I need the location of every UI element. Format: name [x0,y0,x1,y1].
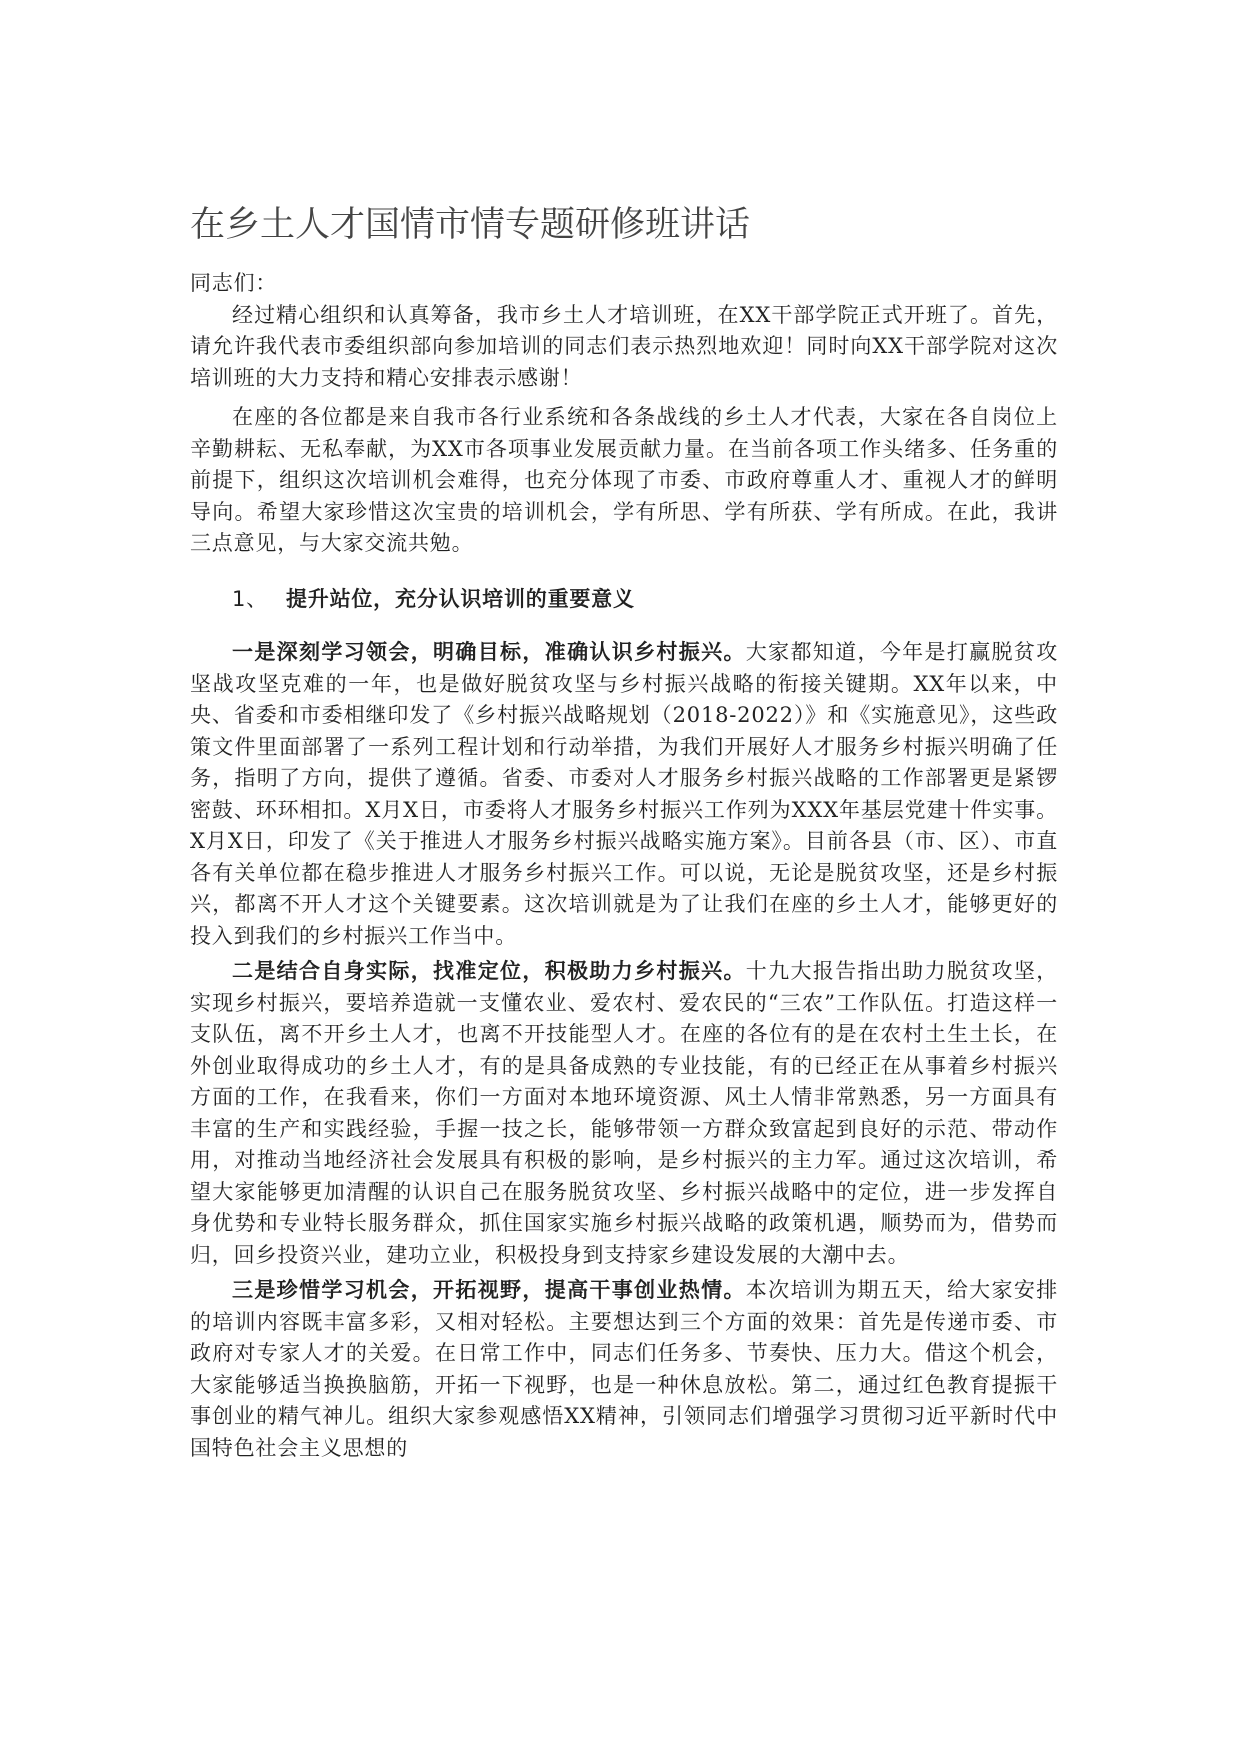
document-body [190,202,1058,1468]
document-title: 在乡土人才国情市情专题研修班讲话 [190,205,751,245]
point-lead-1: 一是深刻学习领会，明确目标，准确认识乡村振兴。 [232,640,746,664]
salutation: 同志们： [190,271,278,295]
point-text-2: 十九大报告指出助力脱贫攻坚，实现乡村振兴，要培养造就一支懂农业、爱农村、爱农民的“三农”工作队伍。打造这样一支队伍，离不开乡土人才，也离不开技能型人才。在座的各位有的是在农村土生土长，在外创业取得成功的乡土人才，有的是具备成熟的专业技能，有的已经正在从事着乡村振兴方面的工作，在我看来，你们一方面对本地环境资源、风土人情非常熟悉，另一方面具有丰富的生产和实践经验，手握一技之长，能够带领一方群众致富起到良好的示范、带动作用，对推动当地经济社会发展具有积极的影响，是乡村振兴的主力军。通过这次培训，希望大家能够更加清醒的认识自己在服务脱贫攻坚、乡村振兴战略中的定位，进一步发挥自身优势和专业特长服务群众，抓住国家实施乡村振兴战略的政策机遇，顺势而为，借势而归，回乡投资兴业，建功立业，积极投身到支持家乡建设发展的大潮中去。 [190,959,1058,1267]
point-paragraph-2 [190,956,1058,1271]
section-heading-text: 提升站位，充分认识培训的重要意义 [285,586,635,611]
section-heading [190,584,1058,616]
point-lead-3: 三是珍惜学习机会，开拓视野，提高干事创业热情。 [232,1278,746,1302]
section-number: 1、 [232,586,268,611]
point-text-3: 本次培训为期五天，给大家安排的培训内容既丰富多彩，又相对轻松。主要想达到三个方面的效果：首先是传递市委、市政府对专家人才的关爱。在日常工作中，同志们任务多、节奏快、压力大。借这个机会，大家能够适当换换脑筋，开拓一下视野，也是一种休息放松。第二，通过红色教育提振干事创业的精气神儿。组织大家参观感悟XX精神，引领同志们增强学习贯彻习近平新时代中国特色社会主义思想的 [190,1278,1058,1460]
intro-paragraph-2: 在座的各位都是来自我市各行业系统和各条战线的乡土人才代表，大家在各自岗位上辛勤耕耘、无私奉献，为XX市各项事业发展贡献力量。在当前各项工作头绪多、任务重的前提下，组织这次培训机会难得，也充分体现了市委、市政府尊重人才、重视人才的鲜明导向。希望大家珍惜这次宝贵的培训机会，学有所思、学有所获、学有所成。在此，我讲三点意见，与大家交流共勉。 [190,405,1058,555]
point-paragraph-3 [190,1275,1058,1464]
intro-paragraph-1: 经过精心组织和认真筹备，我市乡土人才培训班，在XX干部学院正式开班了。首先，请允许我代表市委组织部向参加培训的同志们表示热烈地欢迎！同时向XX干部学院对这次培训班的大力支持和精心安排表示感谢！ [190,302,1058,390]
point-lead-2: 二是结合自身实际，找准定位，积极助力乡村振兴。 [232,959,746,983]
point-paragraph-1 [190,637,1058,952]
point-text-1: 大家都知道，今年是打赢脱贫攻坚战攻坚克难的一年，也是做好脱贫攻坚与乡村振兴战略的衔接关键期。XX年以来，中央、省委和市委相继印发了《乡村振兴战略规划（2018-2022）》和《实施意见》，这些政策文件里面部署了一系列工程计划和行动举措，为我们开展好人才服务乡村振兴明确了任务，指明了方向，提供了遵循。省委、市委对人才服务乡村振兴战略的工作部署更是紧锣密鼓、环环相扣。X月X日，市委将人才服务乡村振兴工作列为XXX年基层党建十件实事。X月X日，印发了《关于推进人才服务乡村振兴战略实施方案》。目前各县（市、区）、市直各有关单位都在稳步推进人才服务乡村振兴工作。可以说，无论是脱贫攻坚，还是乡村振兴，都离不开人才这个关键要素。这次培训就是为了让我们在座的乡土人才，能够更好的投入到我们的乡村振兴工作当中。 [190,640,1058,948]
